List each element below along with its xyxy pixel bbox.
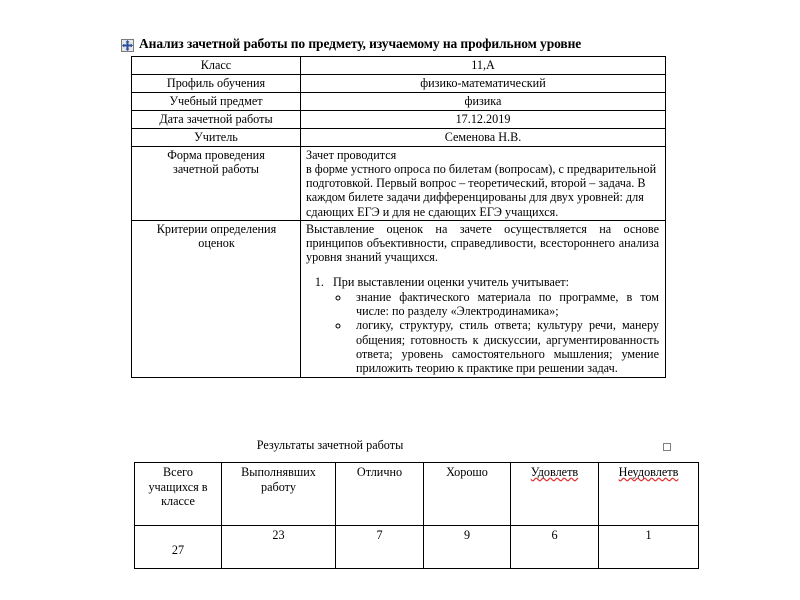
- form-value-line1: Зачет проводится: [306, 148, 397, 162]
- results-data-row: [135, 526, 699, 569]
- row-label-criteria: [132, 220, 301, 377]
- page-title: Анализ зачетной работы по предмету, изучаемому на профильном уровне: [139, 36, 582, 51]
- criteria-ordered-list: [327, 275, 659, 376]
- results-value-total-text: 27: [171, 543, 185, 557]
- criteria-spacer: [306, 264, 659, 275]
- results-caption-text: Результаты зачетной работы: [256, 438, 404, 452]
- results-header-unsatisfactory-text: Неудовлетв: [618, 465, 679, 479]
- results-caption: [0, 438, 800, 453]
- results-value-good: 9: [424, 526, 511, 569]
- results-header-satisfactory-text: Удовлетв: [530, 465, 579, 479]
- results-value-total: [135, 526, 222, 569]
- row-label-profile: Профиль обучения: [132, 75, 301, 93]
- results-header-total: Всего учащихся в классе: [135, 463, 222, 526]
- row-value-subject: физика: [301, 93, 666, 111]
- row-label-form-line2: зачетной работы: [173, 162, 259, 177]
- table-row: [132, 57, 666, 75]
- table-row: [132, 75, 666, 93]
- row-label-date: Дата зачетной работы: [132, 111, 301, 129]
- results-value-satisfactory: 6: [511, 526, 599, 569]
- row-value-teacher: Семенова Н.В.: [301, 129, 666, 147]
- analysis-info-table: [131, 56, 666, 378]
- criteria-list-item: [327, 275, 659, 376]
- table-row: [132, 129, 666, 147]
- results-header-performed: Выполнявших работу: [222, 463, 336, 526]
- row-label-class: Класс: [132, 57, 301, 75]
- results-header-good: Хорошо: [424, 463, 511, 526]
- row-value-date: 17.12.2019: [301, 111, 666, 129]
- row-value-criteria: [301, 220, 666, 377]
- criteria-sub-list: [350, 290, 659, 376]
- row-label-form-line1: Форма проведения: [167, 148, 265, 162]
- criteria-sub-item: ◦ знание фактического материала по программе, в том числе: по разделу «Электродинамика»;: [350, 290, 659, 319]
- table-row-form: [132, 147, 666, 221]
- move-cross-icon: [122, 40, 133, 51]
- table-move-handle-icon[interactable]: [121, 39, 134, 52]
- row-value-class: 11,А: [301, 57, 666, 75]
- form-value-body: в форме устного опроса по билетам (вопросам), с предварительной подготовкой. Первый вопрос – теоретический, второй – задача. В каждом билете задачи дифференцированы для двух уровней: для сдающих ЕГЭ и для не сдающих ЕГЭ учащихся.: [306, 162, 657, 219]
- results-header-satisfactory: [511, 463, 599, 526]
- row-label-subject: Учебный предмет: [132, 93, 301, 111]
- criteria-item-text: При выставлении оценки учитель учитывает:: [333, 275, 569, 290]
- criteria-sub-item: ◦ логику, структуру, стиль ответа; культуру речи, манеру общения; готовность к дискуссии, аргументированность ответа; уровень самостоятельного мышления; умение приложить теорию к практике при решении задач.: [350, 318, 659, 376]
- results-value-unsatisfactory: 1: [599, 526, 699, 569]
- results-value-performed: 23: [222, 526, 336, 569]
- results-table: [134, 462, 699, 569]
- row-label-criteria-line1: Критерии определения: [156, 221, 277, 236]
- row-label-form: [132, 147, 301, 221]
- results-header-row: [135, 463, 699, 526]
- criteria-intro: Выставление оценок на зачете осуществляется на основе принципов объективности, справедливости, всестороннего анализа уровня знаний учащихся.: [306, 221, 659, 264]
- row-value-profile: физико-математический: [301, 75, 666, 93]
- table-row-criteria: [132, 220, 666, 377]
- row-label-criteria-line2: оценок: [198, 235, 235, 250]
- row-value-form: [301, 147, 666, 221]
- row-label-teacher: Учитель: [132, 129, 301, 147]
- table-row: [132, 111, 666, 129]
- results-value-excellent: 7: [336, 526, 424, 569]
- results-header-unsatisfactory: [599, 463, 699, 526]
- table-row: [132, 93, 666, 111]
- results-header-excellent: Отлично: [336, 463, 424, 526]
